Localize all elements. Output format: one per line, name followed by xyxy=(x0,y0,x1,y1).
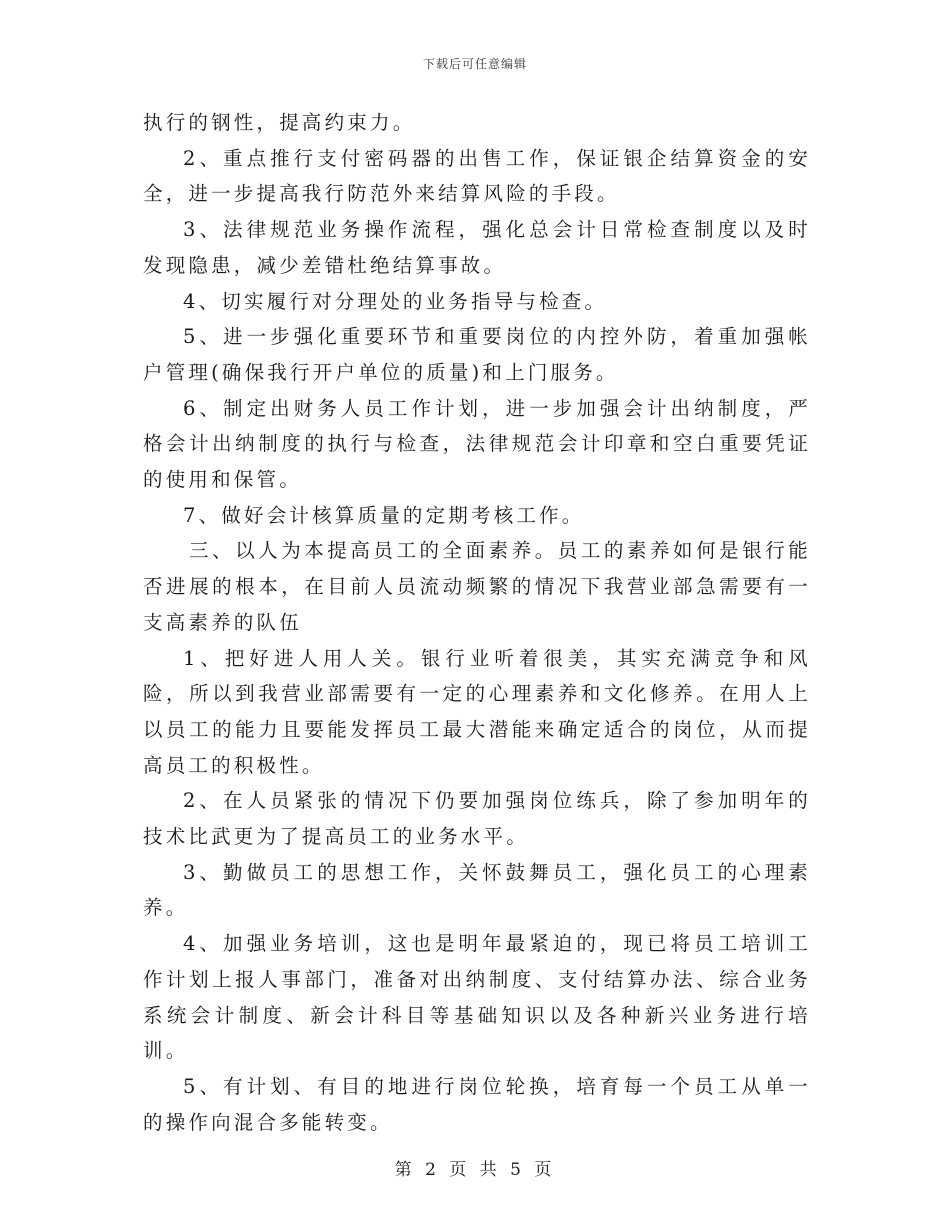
paragraph: 1、把好进人用人关。银行业听着很美，其实充满竞争和风险，所以到我营业部需要有一定的心理素养和文化修养。在用人上以员工的能力且要能发挥员工最大潜能来确定适合的岗位，从而提高员工的积极性。 xyxy=(143,646,811,777)
paragraph: 3、法律规范业务操作流程，强化总会计日常检查制度以及时发现隐患，减少差错杜绝结算事故。 xyxy=(143,218,811,277)
paragraph: 4、加强业务培训，这也是明年最紧迫的，现已将员工培训工作计划上报人事部门，准备对出纳制度、支付结算办法、综合业务系统会计制度、新会计科目等基础知识以及各种新兴业务进行培训。 xyxy=(143,932,811,1063)
paragraph: 3、勤做员工的思想工作，关怀鼓舞员工，强化员工的心理素养。 xyxy=(143,860,811,920)
paragraph: 7、做好会计核算质量的定期考核工作。 xyxy=(183,503,585,527)
paragraph: 2、在人员紧张的情况下仍要加强岗位练兵，除了参加明年的技术比武更为了提高员工的业务水平。 xyxy=(143,789,811,849)
page-number: 第 2 页 共 5 页 xyxy=(394,1160,556,1180)
paragraph: 5、有计划、有目的地进行岗位轮换，培育每一个员工从单一的操作向混合多能转变。 xyxy=(143,1074,811,1134)
document-body xyxy=(143,105,811,1140)
page-header: 下载后可任意编辑 xyxy=(422,57,527,71)
paragraph: 执行的钢性，提高约束力。 xyxy=(143,111,416,134)
paragraph: 6、制定出财务人员工作计划，进一步加强会计出纳制度，严格会计出纳制度的执行与检查，法律规范会计印章和空白重要凭证的使用和保管。 xyxy=(143,396,811,492)
paragraph: 5、进一步强化重要环节和重要岗位的内控外防，着重加强帐户管理(确保我行开户单位的质量)和上门服务。 xyxy=(143,325,811,384)
paragraph: 4、切实履行对分理处的业务指导与检查。 xyxy=(183,289,608,313)
section-heading-paragraph: 三、以人为本提高员工的全面素养。员工的素养如何是银行能否进展的根本，在目前人员流动频繁的情况下我营业部急需要有一支高素养的队伍 xyxy=(143,539,811,634)
paragraph: 2、重点推行支付密码器的出售工作，保证银企结算资金的安全，进一步提高我行防范外来结算风险的手段。 xyxy=(143,146,811,206)
